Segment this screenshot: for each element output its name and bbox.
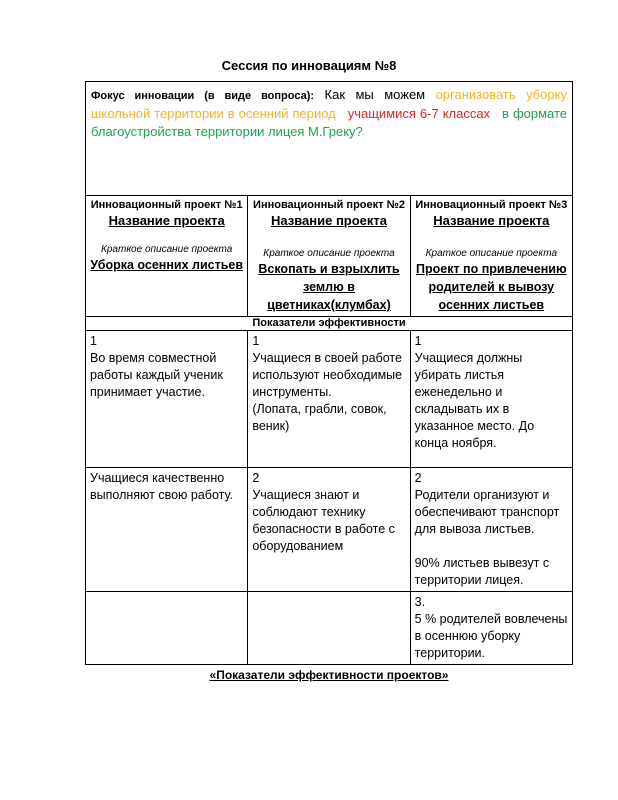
project-name: Вскопать и взрыхлить землю в цветниках(клумбах) <box>258 262 400 312</box>
indicator-cell: 2 Учащиеся знают и соблюдают технику безопасности в работе с оборудованием <box>248 468 410 592</box>
focus-intro: Как мы можем <box>314 87 436 102</box>
focus-question <box>85 81 573 195</box>
indicators-heading: Показатели эффективности <box>86 317 573 331</box>
project-header-3 <box>410 196 572 317</box>
indicator-cell: Учащиеся качественно выполняют свою работу. <box>86 468 248 592</box>
indicator-cell <box>248 592 410 665</box>
focus-orange-text: организовать уборку школьной территории в осенний период <box>91 87 567 121</box>
indicator-cell: 1 Учащиеся в своей работе используют необходимые инструменты. (Лопата, грабли, совок, веник) <box>248 331 410 468</box>
table-wrapper <box>85 195 573 683</box>
focus-label: Фокус инновации (в виде вопроса): <box>91 90 315 102</box>
project-number: Инновационный проект №2 <box>253 199 405 211</box>
indicator-cell: 3. 5 % родителей вовлечены в осеннюю уборку территории. <box>410 592 572 665</box>
project-desc-label: Краткое описание проекта <box>100 244 233 255</box>
project-number: Инновационный проект №1 <box>90 199 243 211</box>
projects-table <box>85 195 573 665</box>
page-title: Сессия по инновациям №8 <box>221 58 397 73</box>
project-number: Инновационный проект №3 <box>415 199 568 211</box>
focus-green-text: в формате благоустройства территории лицея М.Греку? <box>91 106 568 139</box>
project-name-label: Название проекта <box>270 213 388 228</box>
focus-red-text: учащимися 6-7 классах <box>347 106 491 121</box>
footer-caption: «Показатели эффективности проектов» <box>209 668 449 682</box>
project-name: Уборка осенних листьев <box>90 258 244 272</box>
project-name-label: Название проекта <box>433 213 550 228</box>
indicator-cell: 2 Родители организуют и обеспечивают транспорт для вывоза листьев. 90% листьев вывезут с территории лицея. <box>410 468 572 592</box>
project-desc-label: Краткое описание проекта <box>263 248 395 259</box>
indicator-cell: 1 Учащиеся должны убирать листья еженедельно и складывать их в указанное место. До конца ноября. <box>410 331 572 468</box>
project-header-2 <box>248 196 410 317</box>
indicator-cell: 1 Во время совместной работы каждый ученик принимает участие. <box>86 331 248 468</box>
project-name: Проект по привлечению родителей к вывозу осенних листьев <box>416 262 567 312</box>
project-desc-label: Краткое описание проекта <box>425 248 558 259</box>
project-name-label: Название проекта <box>108 213 225 228</box>
project-header-1 <box>86 196 248 317</box>
indicator-cell <box>86 592 248 665</box>
